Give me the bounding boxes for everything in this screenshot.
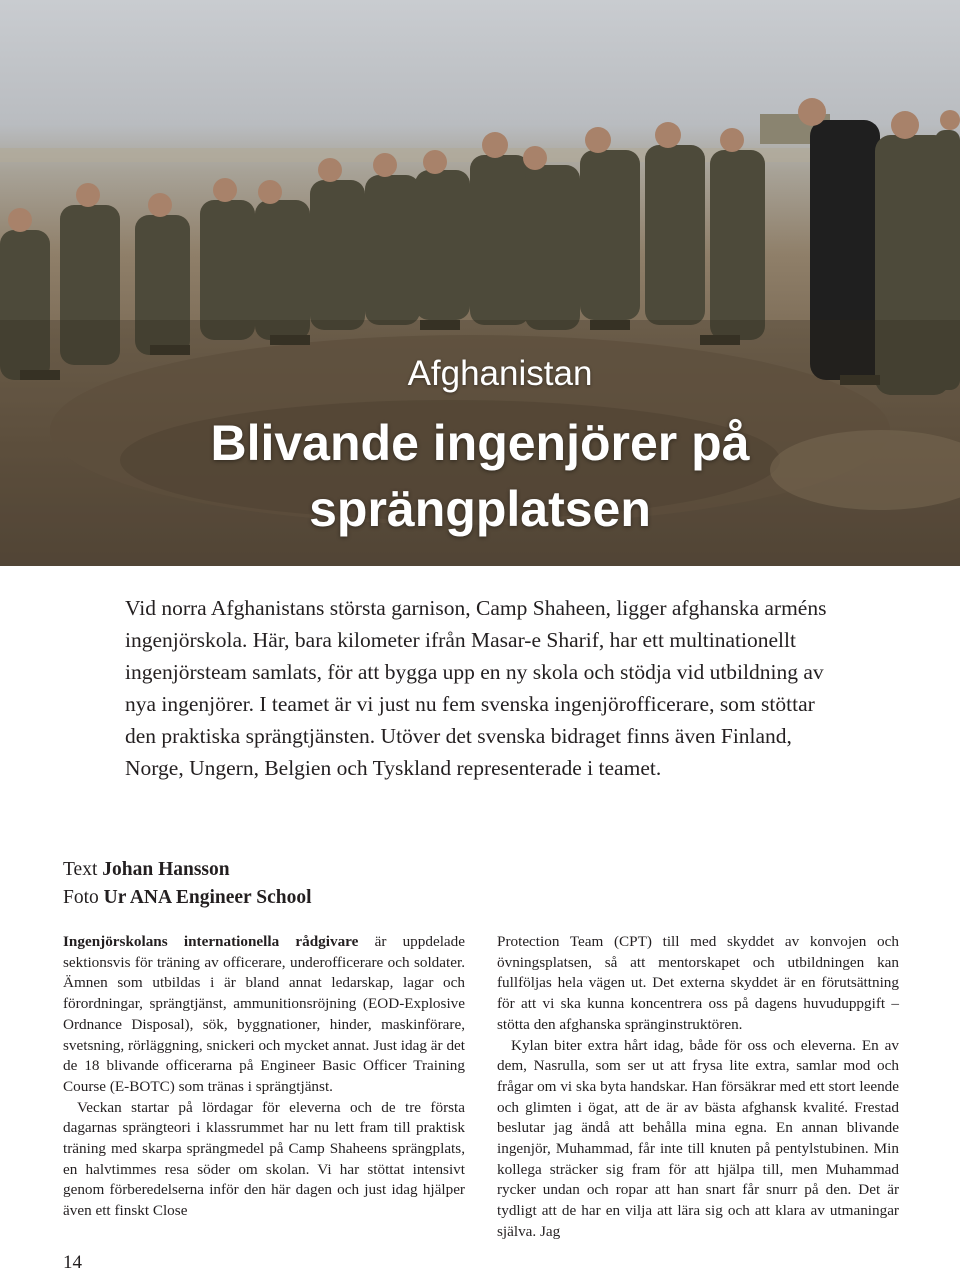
- lead-paragraph: Vid norra Afghanistans största garnison, Camp Shaheen, ligger afghanska arméns ingenjörskola. Här, bara kilometer ifrån Masar-e Sharif, har ett multinationellt ingenjörsteam samlats, för att bygga upp en ny skola och stödja vid utbildning av nya ingenjörer. I teamet är vi just nu fem svenska ingenjörofficerare, som stöttar den praktiska sprängtjänsten. Utöver det svenska bidraget finns även Finland, Norge, Ungern, Belgien och Tyskland representerade i teamet.: [125, 596, 827, 780]
- photo-credit: [63, 884, 312, 912]
- article-credits: [63, 856, 312, 912]
- page-number: 14: [63, 1252, 82, 1273]
- body-paragraph: [63, 932, 465, 1098]
- body-paragraph: Veckan startar på lördagar för eleverna och de tre första dagarnas sprängteori i klassrummet har nu lett fram till praktisk träning med skarpa sprängmedel på Camp Shaheens sprängplats, en halvtimmes resa söder om skolan. Vi har stöttat intensivt genom förberedelserna inför den här dagen och just idag hjälper även ett finskt Close: [63, 1098, 465, 1220]
- article-title: [0, 410, 960, 542]
- photo-source: Ur ANA Engineer School: [103, 887, 312, 908]
- text-label: Text: [63, 859, 98, 880]
- author-name: Johan Hansson: [102, 859, 230, 880]
- title-line-2: sprängplatsen: [309, 481, 651, 537]
- article-kicker: Afghanistan: [407, 354, 593, 393]
- paragraph-text: är uppdelade sektionsvis för träning av officerare, underofficerare och soldater. Ämnen som utbildas i är bland annat ledarskap, lagar och förordningar, sprängtjänst, ammunitionsröjning (EOD-Explosive Ordnance Disposal), sök, byggnationer, hinder, maskinförare, svetsning, rörläggning, snickeri och mycket annat. Just idag är det de 18 blivande officerarna på Engineer Basic Officer Training Course (E-BOTC) som tränas i sprängtjänst.: [63, 933, 465, 1095]
- body-paragraph: Kylan biter extra hårt idag, både för oss och eleverna. En av dem, Nasrulla, som ser ut att frysa lite extra, samlar mod och frågar om vi ska byta handskar. Han försäkrar med ett stort leende och glimten i ögat, att de är av bästa afghansk kvalité. Frestad beslutar jag ändå att behålla mina egna. En annan blivande ingenjör, Muhammad, får inte till knuten på pentylstubinen. Min kollega sträcker sig fram för att hjälpa till, men Muhammad rycker undan och ropar att han snart får snurr på den. Det är tydligt att de har en vilja att lära sig och att klara av utmaningar själva. Jag: [497, 1036, 899, 1240]
- photo-label: Foto: [63, 887, 99, 908]
- body-column-right: [497, 932, 899, 1243]
- title-line-1: Blivande ingenjörer på: [210, 415, 750, 471]
- author-credit: [63, 856, 312, 884]
- paragraph-lead-in: Ingenjörskolans internationella rådgivare: [63, 933, 359, 950]
- hero-photo: [0, 0, 960, 566]
- body-paragraph: Protection Team (CPT) till med skyddet av konvojen och övningsplatsen, så att mentorskapet och utbildningen kan fullföljas hela vägen ut. Det externa skyddet är en förutsättning för att vi ska kunna koncentrera oss på dagens huvuduppgift – stötta den afghanska spränginstruktören.: [497, 933, 899, 1033]
- body-column-left: [63, 932, 465, 1222]
